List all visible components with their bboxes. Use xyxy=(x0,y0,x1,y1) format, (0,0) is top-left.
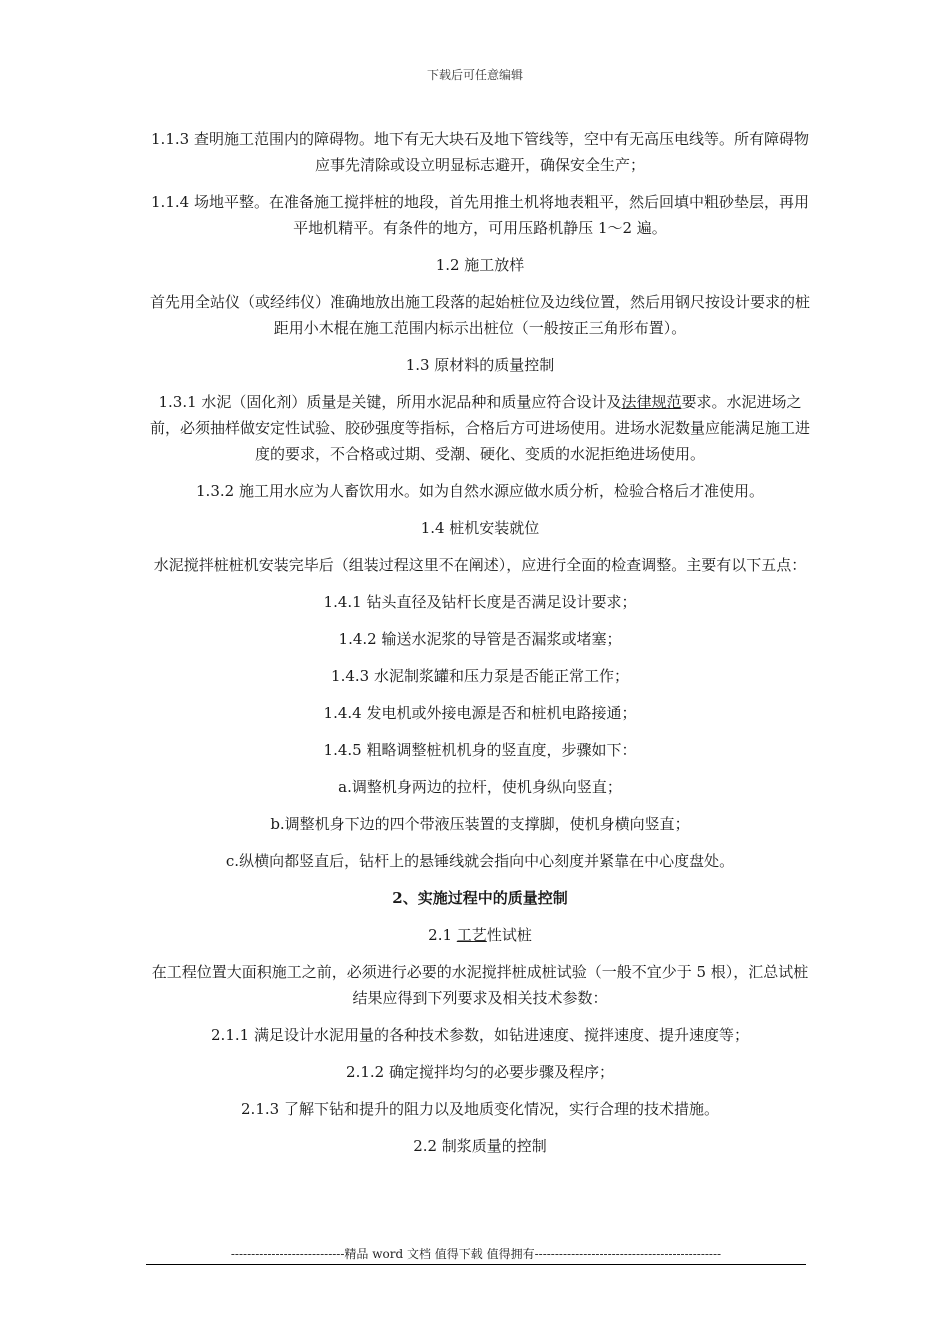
paragraph-1-1-4: 1.1.4 场地平整。在准备施工搅拌桩的地段，首先用推土机将地表粗平，然后回填中粗砂垫层，再用平地机精平。有条件的地方，可用压路机静压 1～2 遍。 xyxy=(151,193,809,237)
document-body xyxy=(146,126,814,1170)
paragraph-2-1-1: 2.1.1 满足设计水泥用量的各种技术参数，如钻进速度、搅拌速度、提升速度等； xyxy=(211,1026,749,1044)
paragraph-1-2: 首先用全站仪（或经纬仪）准确地放出施工段落的起始桩位及边线位置，然后用钢尺按设计要求的桩距用小木棍在施工范围内标示出桩位（一般按正三角形布置）。 xyxy=(149,293,810,337)
heading-2-1 xyxy=(146,922,814,948)
heading-1-2: 1.2 施工放样 xyxy=(435,256,525,274)
step-b: b.调整机身下边的四个带液压装置的支撑脚，使机身横向竖直； xyxy=(270,815,690,833)
step-a: a.调整机身两边的拉杆，使机身纵向竖直； xyxy=(338,778,622,796)
paragraph-1-3-1-start: 1.3.1 水泥（固化剂）质量是关键，所用水泥品种和质量应符合设计及 xyxy=(158,393,622,411)
law-spec-link[interactable]: 法律规范 xyxy=(621,393,682,411)
paragraph-2-1-2: 2.1.2 确定搅拌均匀的必要步骤及程序； xyxy=(346,1063,614,1081)
heading-1-4: 1.4 桩机安装就位 xyxy=(420,519,540,537)
paragraph-1-4-2: 1.4.2 输送水泥浆的导管是否漏浆或堵塞； xyxy=(338,630,622,648)
paragraph-1-3-1-end: 要求。水泥进场之前，必须抽样做安定性试验、胶砂强度等指标，合格后方可进场使用。进场水泥数量应能满足施工进度的要求，不合格或过期、受潮、硬化、变质的水泥拒绝进场使用。 xyxy=(149,393,810,463)
heading-1-3: 1.3 原材料的质量控制 xyxy=(405,356,555,374)
heading-2-1-end: 性试桩 xyxy=(486,926,532,944)
craft-link[interactable]: 工艺 xyxy=(456,926,487,944)
paragraph-2-1-3: 2.1.3 了解下钻和提升的阻力以及地质变化情况，实行合理的技术措施。 xyxy=(241,1100,719,1118)
paragraph-1-4-3: 1.4.3 水泥制浆罐和压力泵是否能正常工作； xyxy=(331,667,629,685)
paragraph-1-3-1 xyxy=(146,389,814,467)
paragraph-1-3-2: 1.3.2 施工用水应为人畜饮用水。如为自然水源应做水质分析，检验合格后才准使用。 xyxy=(196,482,764,500)
heading-2-2: 2.2 制浆质量的控制 xyxy=(413,1137,547,1155)
page-footer: ----------------------------精品 word 文档 值得下载 值得拥有---------------------------------------------- xyxy=(230,1247,722,1261)
paragraph-1-4: 水泥搅拌桩桩机安装完毕后（组装过程这里不在阐述），应进行全面的检查调整。主要有以下五点： xyxy=(153,556,807,574)
paragraph-1-1-3: 1.1.3 查明施工范围内的障碍物。地下有无大块石及地下管线等，空中有无高压电线等。所有障碍物应事先清除或设立明显标志避开，确保安全生产； xyxy=(151,130,809,174)
paragraph-1-4-4: 1.4.4 发电机或外接电源是否和桩机电路接通； xyxy=(323,704,637,722)
footer-rule xyxy=(146,1264,806,1265)
step-c: c.纵横向都竖直后，钻杆上的悬锤线就会指向中心刻度并紧靠在中心度盘处。 xyxy=(225,852,735,870)
page-header: 下载后可任意编辑 xyxy=(426,68,523,82)
paragraph-1-4-1: 1.4.1 钻头直径及钻杆长度是否满足设计要求； xyxy=(323,593,637,611)
paragraph-1-4-5: 1.4.5 粗略调整桩机机身的竖直度，步骤如下： xyxy=(323,741,637,759)
paragraph-2-1: 在工程位置大面积施工之前，必须进行必要的水泥搅拌桩成桩试验（一般不宜少于 5 根），汇总试桩结果应得到下列要求及相关技术参数： xyxy=(151,963,809,1007)
heading-2-1-number: 2.1 xyxy=(428,926,457,944)
heading-2: 2、实施过程中的质量控制 xyxy=(392,889,568,907)
